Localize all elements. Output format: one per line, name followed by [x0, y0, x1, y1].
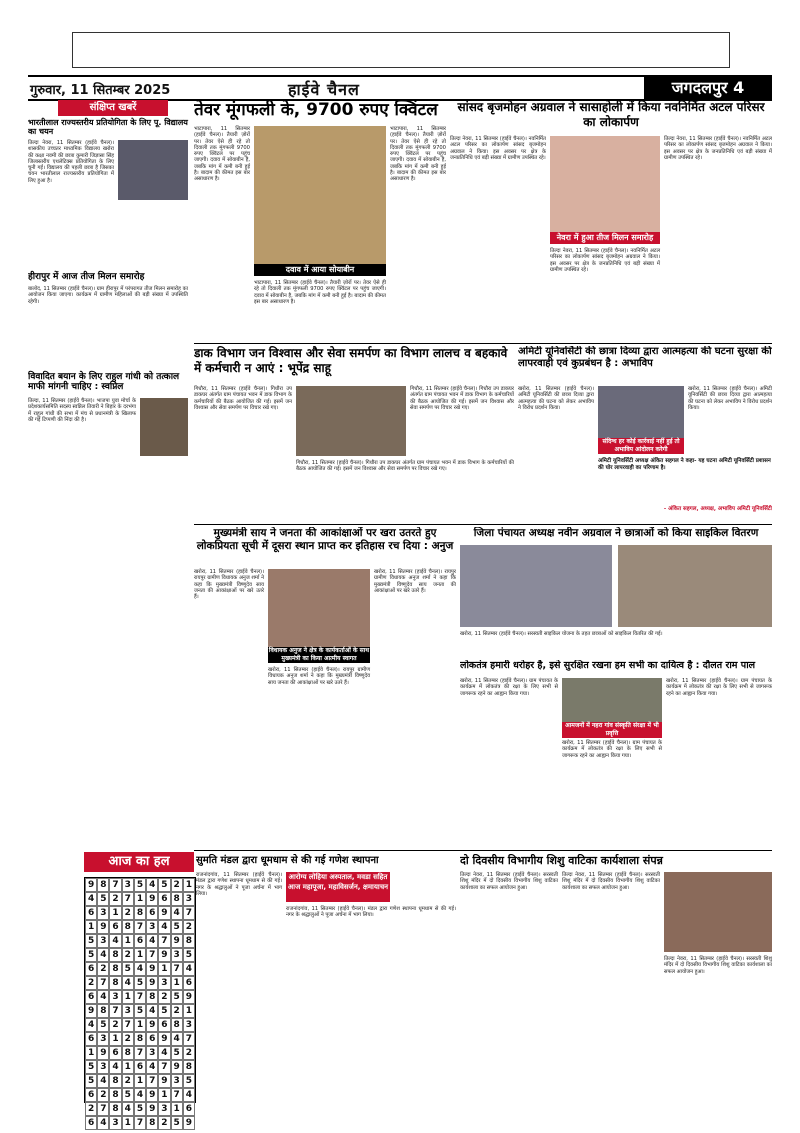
sudoku-cell: 4: [97, 948, 109, 962]
sudoku-cell: 1: [109, 906, 121, 920]
groundnut-caption: दवाव में आया सोयाबीन: [254, 264, 386, 276]
sudoku-cell: 6: [158, 1018, 170, 1032]
sudoku-cell: 1: [122, 1116, 134, 1130]
sudoku-cell: 4: [158, 1046, 170, 1060]
sudoku-cell: 5: [183, 948, 195, 962]
story-groundnut: [194, 100, 446, 340]
sudoku-cell: 8: [97, 878, 109, 892]
sudoku-cell: 5: [158, 878, 170, 892]
sudoku-cell: 3: [97, 1060, 109, 1074]
sudoku-cell: 4: [109, 934, 121, 948]
sudoku-cell: 3: [171, 1074, 183, 1088]
atal-text-col1: तिल्दा नेवरा, 11 सितम्बर (हाईवे चैनल)। नवनिर्मित अटल परिसर का लोकार्पण सांसद बृजमोहन अग्रवाल ने किया। इस अवसर पर क्षेत्र के जनप्रतिनिधि एवं बड़ी संख्या में ग्रामीण उपस्थित रहे।: [450, 136, 546, 161]
sudoku-cell: 8: [183, 934, 195, 948]
sudoku-cell: 9: [146, 892, 158, 906]
sudoku-cell: 9: [146, 962, 158, 976]
sudoku-cell: 1: [122, 990, 134, 1004]
sudoku-cell: 5: [158, 1004, 170, 1018]
sudoku-cell: 5: [134, 1102, 146, 1116]
vote-text-col3: खरोरा, 11 सितम्बर (हाईवे चैनल)। ग्राम पंचायत के कार्यक्रम में लोकतंत्र की रक्षा के लिए सभी से जागरूक रहने का आह्वान किया गया।: [666, 678, 772, 697]
ganesh-headline: सुमति मंडल द्वारा धूमधाम से की गई गणेश स्थापना: [196, 855, 379, 866]
sudoku-cell: 3: [122, 1004, 134, 1018]
sudoku-cell: 3: [158, 976, 170, 990]
sudoku-cell: 6: [85, 1116, 97, 1130]
sudoku-cell: 8: [122, 1046, 134, 1060]
sudoku-cell: 9: [171, 934, 183, 948]
sudoku-cell: 1: [158, 1088, 170, 1102]
sudoku-cell: 6: [109, 920, 121, 934]
sudoku-cell: 4: [85, 1018, 97, 1032]
sudoku-cell: 7: [109, 1004, 121, 1018]
vote-caption: आमजनों में नहरा गांव संस्कृति संरक्षा में भी प्रवृत्ति: [562, 722, 662, 738]
sudoku-cell: 4: [97, 1074, 109, 1088]
sudoku-cell: 9: [146, 1018, 158, 1032]
sudoku-cell: 3: [183, 1018, 195, 1032]
sudoku-cell: 8: [109, 976, 121, 990]
sudoku-cell: 7: [122, 892, 134, 906]
groundnut-headline: तेवर मूंगफली के, 9700 रुपए क्विंटल: [194, 100, 438, 120]
cm-headline: मुख्यमंत्री साय ने जनता की आकांक्षाओं पर खरा उतरते हुए लोकप्रियता सूची में दूसरा स्थान प्राप्त कर इतिहास रच दिया : अनुज: [196, 527, 454, 552]
sudoku-cell: 5: [85, 1060, 97, 1074]
masthead: [28, 75, 772, 101]
story-amity: [518, 346, 772, 521]
sudoku-cell: 9: [97, 920, 109, 934]
sudoku-cell: 7: [109, 878, 121, 892]
sudoku-cell: 3: [109, 990, 121, 1004]
sudoku-cell: 3: [183, 892, 195, 906]
sudoku-cell: 3: [158, 1102, 170, 1116]
sudoku-cell: 4: [97, 1116, 109, 1130]
sudoku-cell: 2: [85, 976, 97, 990]
sudoku-cell: 1: [183, 1004, 195, 1018]
sudoku-cell: 5: [122, 1088, 134, 1102]
story3-headline: विवादित बयान के लिए राहुल गांधी को तत्काल माफी मांगनी चाहिए : स्वप्निल: [28, 372, 180, 392]
story3-photo: [140, 398, 188, 456]
sudoku-cell: 8: [109, 1088, 121, 1102]
sudoku-cell: 9: [85, 1004, 97, 1018]
sudoku-cell: 3: [146, 920, 158, 934]
sudoku-cell: 7: [171, 1088, 183, 1102]
school-text-col2: तिल्दा नेवरा, 11 सितम्बर (हाईवे चैनल)। सरस्वती शिशु मंदिर में दो दिवसीय विभागीय शिशु वाटिका कार्यशाला का सफल आयोजन हुआ।: [562, 872, 660, 891]
sudoku-cell: 5: [171, 990, 183, 1004]
sudoku-cell: 8: [122, 920, 134, 934]
sudoku-cell: 9: [171, 1060, 183, 1074]
masthead-city-page: जगदलपुर 4: [644, 77, 772, 99]
sudoku-cell: 7: [158, 934, 170, 948]
amity-headline: अमिटी यूनिवर्सिटी की छात्रा दिव्या द्वारा आत्महत्या की घटना सुरक्षा की लापरवाही एवं कुप्रबंधन है : अभाविप: [518, 346, 772, 369]
sudoku-cell: 5: [171, 1046, 183, 1060]
sudoku-cell: 4: [97, 990, 109, 1004]
sudoku-cell: 5: [85, 948, 97, 962]
sudoku-cell: 5: [85, 1074, 97, 1088]
sudoku-cell: 9: [158, 1074, 170, 1088]
sudoku-cell: 1: [122, 1060, 134, 1074]
sudoku-cell: 6: [134, 1060, 146, 1074]
story-post: [194, 346, 514, 521]
rule-2: [194, 524, 772, 525]
sudoku-cell: 7: [134, 990, 146, 1004]
sudoku-cell: 2: [97, 1088, 109, 1102]
story-school: [460, 854, 772, 1104]
story-atal: [450, 100, 772, 340]
sudoku-cell: 6: [85, 1032, 97, 1046]
sudoku-cell: 3: [97, 906, 109, 920]
sudoku-cell: 2: [171, 878, 183, 892]
sudoku-cell: 4: [183, 962, 195, 976]
sudoku-cell: 4: [134, 962, 146, 976]
sudoku-cell: 9: [146, 976, 158, 990]
sudoku-cell: 1: [158, 962, 170, 976]
post-text-col1: गिधौरा, 11 सितम्बर (हाईवे चैनल)। गिधौरा उप डाकघर अंतर्गत ग्राम पंचायत भवन में डाक विभाग के कर्मचारियों की बैठक आयोजित की गई। इसमें जन विश्वास और सेवा समर्पण पर विचार रखे गए।: [194, 386, 292, 411]
school-text-col3: तिल्दा नेवरा, 11 सितम्बर (हाईवे चैनल)। सरस्वती शिशु मंदिर में दो दिवसीय विभागीय शिशु वाटिका कार्यशाला का सफल आयोजन हुआ।: [664, 956, 772, 975]
sudoku-cell: 7: [146, 1074, 158, 1088]
sudoku-grid: [84, 877, 196, 1128]
sudoku-cell: 3: [97, 1032, 109, 1046]
sudoku-cell: 8: [97, 1004, 109, 1018]
sudoku-cell: 4: [146, 1004, 158, 1018]
sudoku-cell: 1: [109, 1032, 121, 1046]
sudoku-cell: 1: [134, 1074, 146, 1088]
ganesh-caption: आरोग्य लोहिया अस्पताल, मवडा सहित आज महापूजा, महाविसर्जन, क्षमायाचन: [286, 872, 390, 902]
school-photo: [664, 872, 772, 952]
amity-quote: अमिटी यूनिवर्सिटी अध्यक्ष अंकित सहगल ने कहा- यह घटना अमिटी यूनिवर्सिटी प्रशासन की घोर लापरवाही का परिणाम है।: [598, 458, 771, 471]
rule-3: [194, 850, 772, 851]
sudoku-cell: 8: [183, 1060, 195, 1074]
sudoku-cell: 3: [122, 878, 134, 892]
post-photo: [296, 386, 406, 456]
sudoku-cell: 1: [85, 920, 97, 934]
sudoku-cell: 8: [134, 906, 146, 920]
sudoku-cell: 1: [134, 1018, 146, 1032]
story1-photo: [118, 140, 188, 200]
sudoku-cell: 4: [122, 976, 134, 990]
sudoku-cell: 7: [134, 920, 146, 934]
sudoku-cell: 1: [171, 976, 183, 990]
sudoku-cell: 7: [158, 1060, 170, 1074]
puzzle-title: आज का हल: [84, 852, 194, 872]
sudoku-cell: 7: [171, 962, 183, 976]
post-text-col3: गिधौरा, 11 सितम्बर (हाईवे चैनल)। गिधौरा उप डाकघर अंतर्गत ग्राम पंचायत भवन में डाक विभाग के कर्मचारियों की बैठक आयोजित की गई। इसमें जन विश्वास और सेवा समर्पण पर विचार रखे गए।: [410, 386, 514, 411]
section-title: संक्षिप्त खबरें: [58, 100, 168, 116]
story-ganesh: [196, 854, 456, 1104]
vote-headline: लोकतंत्र हमारी धरोहर है, इसे सुरक्षित रखना हम सभी का दायित्व है : दौलत राम पाल: [460, 660, 756, 671]
sudoku-cell: 7: [134, 1116, 146, 1130]
sudoku-cell: 5: [85, 934, 97, 948]
sudoku-cell: 2: [183, 1046, 195, 1060]
sudoku-cell: 8: [146, 990, 158, 1004]
cm-text-col2: खरोरा, 11 सितम्बर (हाईवे चैनल)। रायपुर ग्रामीण विधायक अनुज शर्मा ने कहा कि मुख्यमंत्री विष्णुदेव साय जनता की आकांक्षाओं पर खरे उतरे हैं।: [268, 667, 370, 686]
sudoku-cell: 7: [146, 948, 158, 962]
sudoku-cell: 8: [171, 1018, 183, 1032]
sudoku-cell: 9: [146, 1102, 158, 1116]
sudoku-cell: 7: [134, 1046, 146, 1060]
sudoku-cell: 8: [109, 948, 121, 962]
sudoku-cell: 4: [122, 1102, 134, 1116]
sudoku-cell: 5: [134, 1004, 146, 1018]
amity-signature: - अंकित सहगल, अध्यक्ष, अभाविप अमिटी यूनिवर्सिटी: [663, 506, 772, 512]
ganesh-text-col2: राजनांदगांव, 11 सितम्बर (हाईवे चैनल)। मंडल द्वारा गणेश स्थापना धूमधाम से की गई। नगर के श्रद्धालुओं ने पूजा अर्चना में भाग लिया।: [286, 906, 456, 919]
sudoku-cell: 8: [109, 1102, 121, 1116]
sudoku-cell: 6: [183, 1102, 195, 1116]
story-vote: [460, 660, 772, 847]
sudoku-cell: 5: [183, 1074, 195, 1088]
sudoku-cell: 6: [146, 906, 158, 920]
cycle-photo-2: [618, 545, 772, 627]
sudoku-cell: 9: [183, 1116, 195, 1130]
sudoku-cell: 2: [122, 906, 134, 920]
sudoku-cell: 9: [85, 878, 97, 892]
sudoku-cell: 2: [97, 962, 109, 976]
sudoku-cell: 2: [158, 990, 170, 1004]
sudoku-cell: 8: [171, 892, 183, 906]
sudoku-cell: 7: [97, 976, 109, 990]
sudoku-cell: 2: [85, 1102, 97, 1116]
sudoku-cell: 3: [109, 1116, 121, 1130]
sudoku-cell: 8: [109, 1074, 121, 1088]
sudoku-cell: 4: [109, 1060, 121, 1074]
sudoku-cell: 9: [183, 990, 195, 1004]
sudoku-cell: 5: [171, 1116, 183, 1130]
masthead-date: गुरुवार, 11 सितम्बर 2025: [30, 83, 171, 98]
sudoku-cell: 7: [183, 1032, 195, 1046]
sudoku-cell: 6: [146, 1032, 158, 1046]
sudoku-cell: 6: [85, 906, 97, 920]
post-text-bottom: गिधौरा, 11 सितम्बर (हाईवे चैनल)। गिधौरा उप डाकघर अंतर्गत ग्राम पंचायत भवन में डाक विभाग के कर्मचारियों की बैठक आयोजित की गई। इसमें जन विश्वास और सेवा समर्पण पर विचार रखे गए।: [296, 460, 514, 473]
cm-text-col1: खरोरा, 11 सितम्बर (हाईवे चैनल)। रायपुर ग्रामीण विधायक अनुज शर्मा ने कहा कि मुख्यमंत्री विष्णुदेव साय जनता की आकांक्षाओं पर खरे उतरे हैं।: [194, 569, 264, 601]
sudoku-cell: 4: [146, 878, 158, 892]
groundnut-text-bottom: भाटापारा, 11 सितम्बर (हाईवे चैनल)। तैयारी ज़ोरों पर। तेवर ऐसे ही रहे तो दिवाली तक मूंगफली 9700 रुपए क्विंटल पर पहुंच जाएगी। दवाव में सोयाबीन है, जबकि मांग में कमी बनी हुई है। बादाम की कीमत इस बार असाधारण है।: [254, 280, 386, 305]
sudoku-cell: 1: [183, 878, 195, 892]
amity-text-col3: खरोरा, 11 सितम्बर (हाईवे चैनल)। अमिटी यूनिवर्सिटी की छात्रा दिव्या द्वारा आत्महत्या की घटना को लेकर अभाविप ने विरोध प्रदर्शन किया।: [688, 386, 772, 411]
sudoku-cell: 4: [158, 920, 170, 934]
sudoku-cell: 8: [109, 962, 121, 976]
story3-text: तिल्दा, 11 सितम्बर (हाईवे चैनल)। भाजपा युवा मोर्चा के प्रदेशकार्यसमिति सदस्य स्वप्निल तिवारी ने बिहार के दरभंगा में राहुल गांधी की सभा में मंच से प्रधानमंत्री के खिलाफ की गई टिप्पणी की निंदा की है।: [28, 398, 136, 423]
sudoku-cell: 3: [146, 1046, 158, 1060]
sudoku-cell: 6: [183, 976, 195, 990]
sudoku-cell: 4: [183, 1088, 195, 1102]
sudoku-cell: 1: [134, 948, 146, 962]
sudoku-cell: 5: [134, 878, 146, 892]
sudoku-cell: 7: [122, 1018, 134, 1032]
sudoku-cell: 9: [158, 948, 170, 962]
cycle-photo-1: [460, 545, 612, 627]
cycle-headline: जिला पंचायत अध्यक्ष नवीन अग्रवाल ने छात्राओं को किया साइकिल वितरण: [473, 527, 759, 539]
story1-headline: भारतीलाल राज्यस्तरीय प्रतियोगिता के लिए पू. विद्यालय का चयन: [28, 118, 188, 136]
sudoku-cell: 2: [171, 1004, 183, 1018]
sudoku-cell: 4: [146, 934, 158, 948]
sudoku-cell: 9: [146, 1088, 158, 1102]
post-headline: डाक विभाग जन विश्वास और सेवा समर्पण का विभाग लालच व बहकावे में कर्मचारी न आएं : भूपेंद्र साहू: [194, 346, 508, 375]
rule-1: [194, 343, 772, 344]
sudoku-cell: 1: [134, 892, 146, 906]
sudoku-cell: 6: [85, 990, 97, 1004]
sudoku-cell: 1: [122, 934, 134, 948]
sudoku-cell: 5: [134, 976, 146, 990]
school-text-col1: तिल्दा नेवरा, 11 सितम्बर (हाईवे चैनल)। सरस्वती शिशु मंदिर में दो दिवसीय विभागीय शिशु वाटिका कार्यशाला का सफल आयोजन हुआ।: [460, 872, 558, 891]
amity-text-col1: खरोरा, 11 सितम्बर (हाईवे चैनल)। अमिटी यूनिवर्सिटी की छात्रा दिव्या द्वारा आत्महत्या की घटना को लेकर अभाविप ने विरोध प्रदर्शन किया।: [518, 386, 594, 411]
sudoku-cell: 2: [109, 1018, 121, 1032]
vote-text-col2: खरोरा, 11 सितम्बर (हाईवे चैनल)। ग्राम पंचायत के कार्यक्रम में लोकतंत्र की रक्षा के लिए सभी से जागरूक रहने का आह्वान किया गया।: [562, 740, 662, 759]
sudoku-cell: 2: [183, 920, 195, 934]
amity-caption: संदिग्ध हर कोई कार्रवाई नहीं हुई तो अभाविप आंदोलन करेगी: [598, 438, 684, 454]
ad-box: [72, 32, 730, 68]
sudoku-cell: 6: [109, 1046, 121, 1060]
atal-text-col3: तिल्दा नेवरा, 11 सितम्बर (हाईवे चैनल)। नवनिर्मित अटल परिसर का लोकार्पण सांसद बृजमोहन अग्रवाल ने किया। इस अवसर पर क्षेत्र के जनप्रतिनिधि एवं बड़ी संख्या में ग्रामीण उपस्थित रहे।: [664, 136, 772, 161]
sudoku-cell: 4: [171, 1032, 183, 1046]
story2-headline: हीरापुर में आज तीज मिलन समारोह: [28, 272, 145, 282]
masthead-title: हाईवे चैनल: [288, 80, 360, 99]
story-cycle: [460, 527, 772, 657]
sudoku-cell: 9: [97, 1046, 109, 1060]
sudoku-cell: 2: [109, 892, 121, 906]
sudoku-cell: 1: [171, 1102, 183, 1116]
sudoku-cell: 2: [122, 948, 134, 962]
sudoku-cell: 4: [171, 906, 183, 920]
groundnut-photo: [254, 126, 386, 276]
story-cm: [194, 527, 456, 847]
sudoku-cell: 5: [122, 962, 134, 976]
story2-text: बालोद, 11 सितम्बर (हाईवे चैनल)। ग्राम हीरापुर में परंपरागत तीज मिलन समारोह का आयोजन किया जाएगा। कार्यक्रम में ग्रामीण महिलाओं की बड़ी संख्या में उपस्थिति रहेगी।: [28, 286, 188, 305]
sudoku-cell: 8: [146, 1116, 158, 1130]
sudoku-cell: 9: [158, 1032, 170, 1046]
sudoku-cell: 5: [171, 920, 183, 934]
sudoku-cell: 6: [85, 1088, 97, 1102]
sudoku-cell: 8: [134, 1032, 146, 1046]
cm-text-col3: खरोरा, 11 सितम्बर (हाईवे चैनल)। रायपुर ग्रामीण विधायक अनुज शर्मा ने कहा कि मुख्यमंत्री विष्णुदेव साय जनता की आकांक्षाओं पर खरे उतरे हैं।: [374, 569, 456, 594]
sudoku-cell: 2: [122, 1032, 134, 1046]
school-headline: दो दिवसीय विभागीय शिशु वाटिका कार्यशाला संपन्न: [460, 854, 663, 867]
sudoku-cell: 4: [85, 892, 97, 906]
sudoku-cell: 7: [183, 906, 195, 920]
sudoku-cell: 7: [97, 1102, 109, 1116]
sudoku-cell: 6: [85, 962, 97, 976]
sudoku-cell: 9: [158, 906, 170, 920]
sudoku-cell: 3: [171, 948, 183, 962]
cycle-text: खरोरा, 11 सितम्बर (हाईवे चैनल)। सरस्वती साइकिल योजना के तहत छात्राओं को साइकिल वितरित की गई।: [460, 631, 663, 637]
groundnut-text-col3: भाटापारा, 11 सितम्बर (हाईवे चैनल)। तैयारी ज़ोरों पर। तेवर ऐसे ही रहे तो दिवाली तक मूंगफली 9700 रुपए क्विंटल पर पहुंच जाएगी। दवाव में सोयाबीन है, जबकि मांग में कमी बनी हुई है। बादाम की कीमत इस बार असाधारण है।: [390, 126, 446, 183]
atal-photo: [550, 136, 660, 244]
sudoku-cell: 3: [97, 934, 109, 948]
sudoku-cell: 1: [85, 1046, 97, 1060]
ganesh-text-col1: राजनांदगांव, 11 सितम्बर (हाईवे चैनल)। मंडल द्वारा गणेश स्थापना धूमधाम से की गई। नगर के श्रद्धालुओं ने पूजा अर्चना में भाग लिया।: [196, 872, 282, 897]
story1-text: तिल्दा नेवरा, 11 सितम्बर (हाईवे चैनल)। शासकीय उच्चतर माध्यमिक विद्यालय खरोरा की कक्षा नवमी की छात्रा कुमारी जिज्ञासा सिंह जिलास्तरीय एथलेटिक्स प्रतियोगिता के लिए चुनी गईं। विद्यालय की पहली छात्रा है जिसका चयन भारतीलाल राज्यस्तरीय प्रतियोगिता में लिए हुआ है।: [28, 140, 114, 184]
sudoku-cell: 2: [122, 1074, 134, 1088]
groundnut-text-col1: भाटापारा, 11 सितम्बर (हाईवे चैनल)। तैयारी ज़ोरों पर। तेवर ऐसे ही रहे तो दिवाली तक मूंगफली 9700 रुपए क्विंटल पर पहुंच जाएगी। दवाव में सोयाबीन है, जबकि मांग में कमी बनी हुई है। बादाम की कीमत इस बार असाधारण है।: [194, 126, 250, 183]
sudoku-cell: 5: [97, 1018, 109, 1032]
sudoku-cell: 2: [158, 1116, 170, 1130]
sudoku-cell: 4: [134, 1088, 146, 1102]
sudoku-cell: 6: [158, 892, 170, 906]
sudoku-cell: 4: [146, 1060, 158, 1074]
atal-caption: नेवरा में हुआ तीज मिलन समारोह: [550, 232, 660, 244]
left-column: [28, 100, 190, 870]
atal-headline: सांसद बृजमोहन अग्रवाल ने सासाहोली में किया नवनिर्मित अटल परिसर का लोकार्पण: [457, 100, 765, 129]
atal-text-col2: तिल्दा नेवरा, 11 सितम्बर (हाईवे चैनल)। नवनिर्मित अटल परिसर का लोकार्पण सांसद बृजमोहन अग्रवाल ने किया। इस अवसर पर क्षेत्र के जनप्रतिनिधि एवं बड़ी संख्या में ग्रामीण उपस्थित रहे।: [550, 248, 660, 273]
vote-text-col1: खरोरा, 11 सितम्बर (हाईवे चैनल)। ग्राम पंचायत के कार्यक्रम में लोकतंत्र की रक्षा के लिए सभी से जागरूक रहने का आह्वान किया गया।: [460, 678, 558, 697]
cm-caption: विधायक अनुज ने क्षेत्र के कार्यकर्ताओं के साथ मुख्यमंत्री का किया आत्मीय स्वागत: [268, 647, 370, 662]
sudoku-cell: 6: [134, 934, 146, 948]
sudoku-cell: 5: [97, 892, 109, 906]
